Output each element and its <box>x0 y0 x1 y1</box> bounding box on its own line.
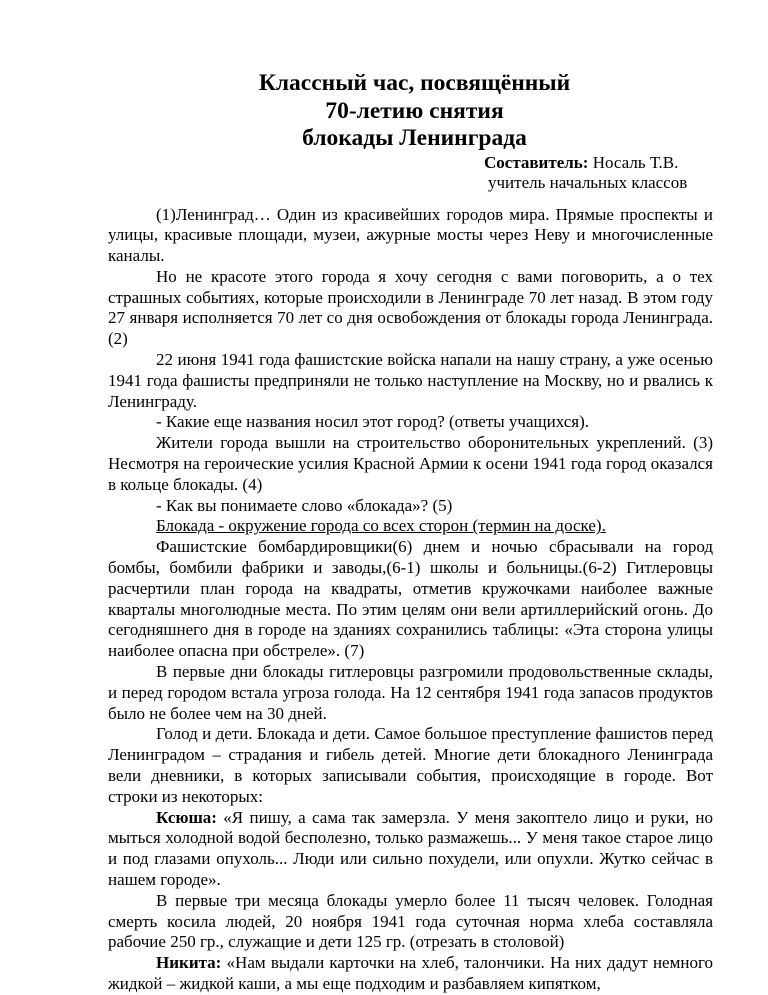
paragraph: Но не красоте этого города я хочу сегодня с вами поговорить, а о тех страшных событиях, которые происходили в Ленинграде 70 лет назад. В этом году 27 января исполняется 70 лет со дня освобождения от блокады города Ленинграда. (2) <box>108 266 713 349</box>
quote-speaker: Ксюша: <box>156 807 217 827</box>
author-block <box>108 153 713 193</box>
author-label: Составитель: <box>484 152 589 172</box>
quote-text: «Нам выдали карточки на хлеб, талончики. На них дадут немного жидкой – жидкой каши, а мы еще подходим и разбавляем кипятком, <box>108 953 713 993</box>
quote-speaker: Никита: <box>156 953 222 973</box>
definition-text: Блокада - окружение города со всех сторон (термин на доске). <box>156 516 606 536</box>
definition-paragraph <box>108 516 713 537</box>
paragraph: 22 июня 1941 года фашистские войска напали на нашу страну, а уже осенью 1941 года фашисты предприняли не только наступление на Москву, но и рвались к Ленинграду. <box>108 350 713 411</box>
paragraph: Голод и дети. Блокада и дети. Самое большое преступление фашистов перед Ленинградом – страдания и гибель детей. Многие дети блокадного Ленинграда вели дневники, в которых записывали события, происходящие в городе. Вот строки из некоторых: <box>108 724 713 806</box>
paragraph: В первые дни блокады гитлеровцы разгромили продовольственные склады, и перед городом встала угроза голода. На 12 сентября 1941 года запасов продуктов было не более чем на 30 дней. <box>108 662 713 723</box>
document-page <box>108 70 713 995</box>
quote-paragraph <box>108 953 713 995</box>
title-line-1: Классный час, посвящённый <box>258 70 571 96</box>
paragraph: Фашистские бомбардировщики(6) днем и ночью сбрасывали на город бомбы, бомбили фабрики и заводы,(6-1) школы и больницы.(6-2) Гитлеровцы расчертили план города на квадраты, отметив кружочками наиболее важные кварталы многолюдные места. По этим целям они вели артиллерийский огонь. До сегодняшнего дня в городе на зданиях сохранились таблицы: «Эта сторона улицы наиболее опасна при обстреле». (7) <box>108 537 713 661</box>
author-position: учитель начальных классов <box>488 172 688 192</box>
title-line-3: блокады Ленинграда <box>302 125 527 151</box>
quote-text: «Я пишу, а сама так замерзла. У меня закоптело лицо и руки, но мыться холодной водой бесполезно, только размажешь... У меня такое старое лицо и под глазами опухоль... Люди или сильно похудели, или опухли. Жутко сейчас в нашем городе». <box>108 807 713 889</box>
paragraph: В первые три месяца блокады умерло более 11 тысяч человек. Голодная смерть косила людей, 20 ноября 1941 года суточная норма хлеба составляла рабочие 250 гр., служащие и дети 125 гр. (отрезать в столовой) <box>108 890 713 952</box>
title-line-2: 70-летию снятия <box>325 97 504 124</box>
quote-paragraph <box>108 808 713 891</box>
author-name: Носаль Т.В. <box>592 152 679 172</box>
paragraph: - Как вы понимаете слово «блокада»? (5) <box>156 495 453 515</box>
paragraph: (1)Ленинград… Один из красивейших городов мира. Прямые проспекты и улицы, красивые площади, музеи, ажурные мосты через Неву и многочисленные каналы. <box>108 204 713 266</box>
paragraph: Жители города вышли на строительство оборонительных укреплений. (3) Несмотря на героические усилия Красной Армии к осени 1941 года город оказался в кольце блокады. (4) <box>108 433 713 494</box>
paragraph: - Какие еще названия носил этот город? (ответы учащихся). <box>156 412 589 432</box>
document-body <box>108 205 713 995</box>
document-title <box>108 70 713 153</box>
